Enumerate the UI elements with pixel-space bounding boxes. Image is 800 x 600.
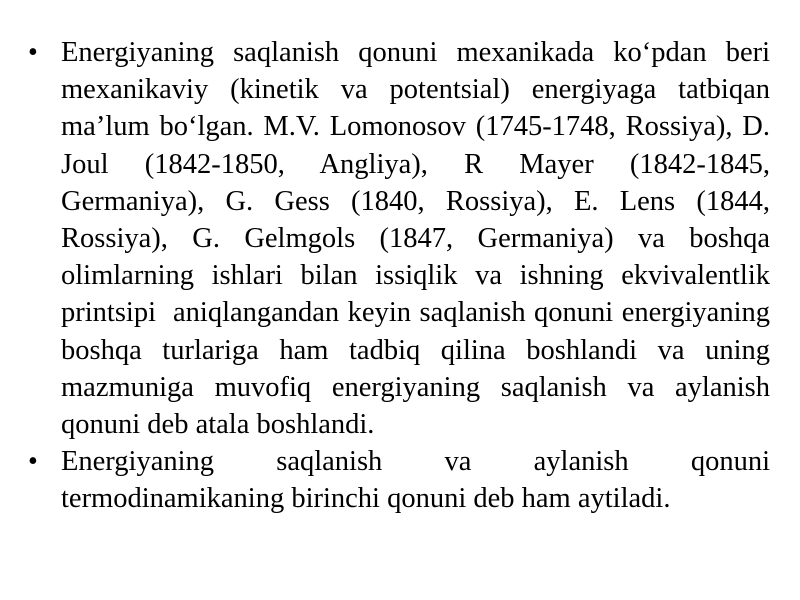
bullet-list — [26, 34, 778, 518]
bullet-text-2: Energiyaning saqlanish va aylanish qonuni termodinamikaning birinchi qonuni deb ham aytiladi. — [61, 446, 778, 515]
bullet-item-1 — [26, 34, 778, 443]
bullet-item-2 — [26, 443, 778, 517]
bullet-icon: • — [28, 446, 38, 478]
bullet-icon: • — [28, 37, 38, 68]
bullet-text-1: Energiyaning saqlanish qonuni mexanikada ko‘pdan beri mexanikaviy (kinetik va potentsial) energiyaga tatbiqan ma’lum bo‘lgan. M.V. Lomonosov (1745-1748, Rossiya), D. Joul (1842-1850, Angliya), R Mayer (1842-1845, Germaniya), G. Gess (1840, Rossiya), E. Lens (1844, Rossiya), G. Gelmgols (1847, Germaniya) va boshqa olimlarning ishlari bilan issiqlik va ishning ekvivalentlik printsipi aniqlangandan keyin saqlanish qonuni energiyaning boshqa turlariga ham tadbiq qilina boshlandi va uning mazmuniga muvofiq energiyaning saqlanish va aylanish qonuni deb atala boshlandi. — [61, 37, 778, 441]
